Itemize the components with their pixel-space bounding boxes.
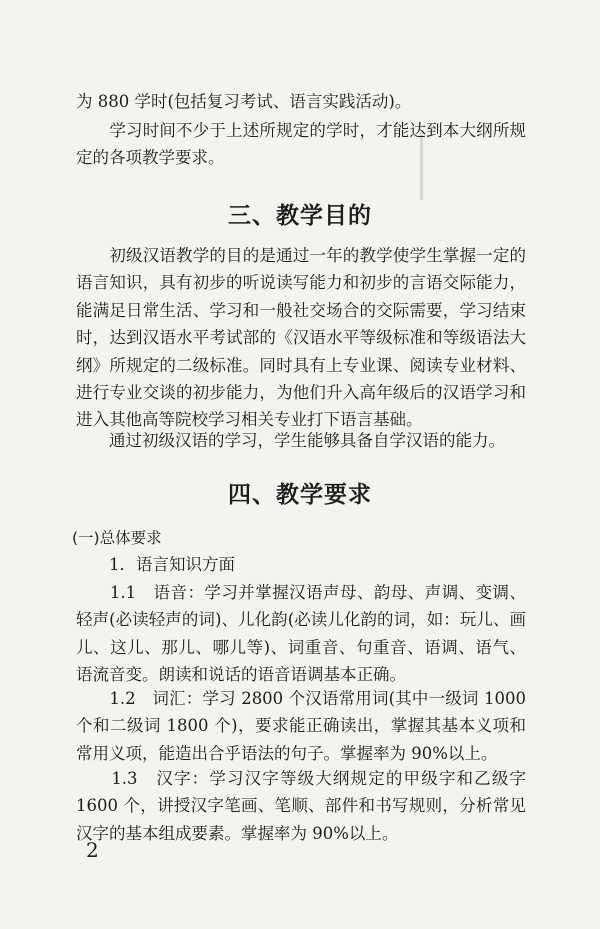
paragraph-self-study: 通过初级汉语的学习，学生能够具备自学汉语的能力。 [76,431,505,450]
paragraph-phonetics: 1.1 语音：学习并掌握汉语声母、韵母、声调、变调、轻声(必读轻声的词)、儿化韵(必读儿化韵的词，如：玩儿、画儿、这儿、那儿、哪儿等)、词重音、句重音、语调、语气、语流音变。朗读和说话的语音语调基本正确。 [76,583,526,685]
page-number: 2 [86,838,99,862]
subheading-general-requirements: (一)总体要求 [72,529,162,547]
paragraph-study-time: 学习时间不少于上述所规定的学时，才能达到本大纲所规定的各项教学要求。 [76,121,526,168]
paragraph-characters: 1.3 汉字：学习汉字等级大纲规定的甲级字和乙级字 1600 个，讲授汉字笔画、笔顺、部件和书写规则，分析常见汉字的基本组成要素。掌握率为 90%以上。 [76,769,526,843]
paragraph-goals: 初级汉语教学的目的是通过一年的教学使学生掌握一定的语言知识，具有初步的听说读写能力和初步的言语交际能力，能满足日常生活、学习和一般社交场合的交际需要，学习结束时，达到汉语水平考试部的《汉语水平等级标准和等级语法大纲》所规定的二级标准。同时具有上专业课、阅读专业材料、进行专业交谈的初步能力，为他们升入高年级后的汉语学习和进入其他高等院校学习相关专业打下语言基础。 [76,246,526,430]
paragraph-vocabulary: 1.2 词汇：学习 2800 个汉语常用词(其中一级词 1000 个和二级词 1800 个)，要求能正确读出，掌握其基本义项和常用义项，能造出合乎语法的句子。掌握率为 90%以上。 [76,689,526,763]
paragraph-hours: 为 880 学时(包括复习考试、语言实践活动)。 [76,92,412,111]
paragraph-language-knowledge: 1．语言知识方面 [76,555,235,574]
section-heading-teaching-requirements: 四、教学要求 [228,482,372,508]
section-heading-teaching-goals: 三、教学目的 [228,203,372,229]
